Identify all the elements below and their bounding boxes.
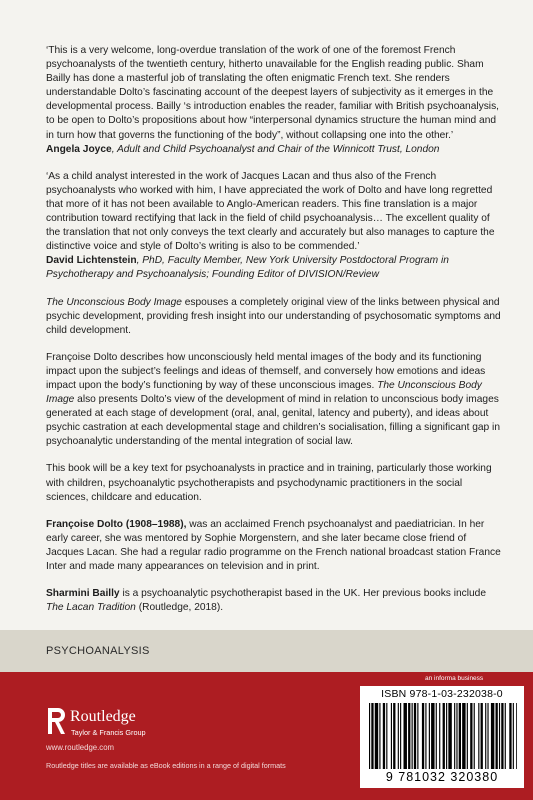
barcode-bar — [408, 703, 410, 769]
barcode-bar — [400, 703, 401, 769]
publisher-footer — [0, 672, 533, 800]
barcode-bar — [425, 703, 426, 769]
quote-author: Angela Joyce — [46, 143, 112, 155]
barcode-bar — [516, 703, 517, 769]
book-title: The Unconscious Body Image — [46, 379, 482, 406]
translator-bio — [46, 587, 506, 615]
barcode-bar — [509, 703, 511, 769]
barcode-bar — [398, 703, 399, 769]
barcode-bar — [391, 703, 392, 769]
barcode-bar — [478, 703, 479, 769]
barcode-bar — [431, 703, 434, 769]
barcode-bar — [481, 703, 483, 769]
translator-name: Sharmini Bailly — [46, 588, 120, 600]
publisher-website[interactable]: www.routledge.com — [46, 743, 115, 752]
barcode-bar — [467, 703, 468, 769]
previous-book-title: The Lacan Tradition — [46, 602, 136, 614]
barcode-bar — [513, 703, 514, 769]
description-paragraph-2 — [46, 351, 506, 450]
bio-text: is a psychoanalytic psychotherapist based in the UK. Her previous books include — [119, 588, 486, 600]
description-text: Françoise Dolto describes how unconsciously held mental images of the body and its functioning impact upon the subject’s feelings and ideas of themself, and conversely how emotions and ideas impact upon the body’s functioning by way of these unconscious images. — [46, 351, 486, 391]
subject-band — [0, 630, 533, 672]
barcode-bar — [456, 703, 457, 769]
barcode-bars — [369, 703, 517, 769]
review-quote-2 — [46, 170, 506, 283]
quote-text: ‘As a child analyst interested in the work of Jacques Lacan and thus also of the French psychoanalysts who worked with him, I have appreciated the work of Dolto and have long regretted that more of it has not been available to Anglo-American readers. This fine translation is a major contribution toward rectifying that lack in the field of child psychoanalysis… The excellent quality of the translation that not only conveys the text clearly and accurately but also manages to capture the distinctive voice and style of Dolto’s writing is also to be commended.’ — [46, 170, 495, 253]
barcode-bar — [446, 703, 447, 769]
barcode-bar — [412, 703, 413, 769]
description-paragraph-1 — [46, 296, 506, 338]
quote-author: David Lichtenstein — [46, 255, 137, 267]
isbn-label: ISBN 978-1-03-232038-0 — [381, 688, 503, 700]
barcode-bar — [386, 703, 387, 769]
barcode-bar — [459, 703, 461, 769]
barcode-bar — [417, 703, 418, 769]
routledge-r-icon — [46, 706, 66, 736]
publisher-group: Taylor & Francis Group — [71, 728, 146, 737]
author-name: Françoise Dolto (1908–1988), — [46, 518, 187, 530]
barcode-bar — [499, 703, 500, 769]
informa-tagline: an informa business — [425, 675, 484, 682]
barcode-bar — [375, 703, 378, 769]
bio-text: (Routledge, 2018). — [135, 602, 224, 614]
barcode-bar — [404, 703, 407, 769]
isbn-barcode — [360, 686, 524, 788]
barcode-bar — [436, 703, 437, 769]
barcode-bar — [462, 703, 465, 769]
barcode-bar — [379, 703, 380, 769]
barcode-bar — [383, 703, 385, 769]
barcode-bar — [491, 703, 494, 769]
author-bio — [46, 518, 506, 574]
description-text: also presents Dolto’s view of the development of mind in relation to unconscious body images generated at each stage of development (oral, anal, genital, latency and puberty), and ideas about psychic castration at each developmental stage and children’s socialisation, filling a significant gap in psychoanalytic understanding of the mental integration of social law. — [46, 394, 500, 448]
barcode-bar — [487, 703, 488, 769]
barcode-bar — [474, 703, 475, 769]
barcode-bar — [448, 703, 451, 769]
description-paragraph-3: This book will be a key text for psychoanalysts in practice and in training, particularly those working with children, psychoanalytic psychotherapists and psychodynamic practitioners in the social sciences, childcare and education. — [46, 463, 492, 503]
barcode-bar — [470, 703, 472, 769]
description-text: espouses a completely original view of the links between physical and psychic development, providing fresh insight into our understanding of psychosomatic symptoms and child development. — [46, 296, 501, 336]
barcode-bar — [443, 703, 445, 769]
barcode-bar — [501, 703, 503, 769]
barcode-bar — [371, 703, 373, 769]
barcode-bar — [393, 703, 395, 769]
book-title: The Unconscious Body Image — [46, 296, 182, 308]
barcode-bar — [414, 703, 416, 769]
barcode-bar — [454, 703, 455, 769]
publisher-name: Routledge — [70, 708, 136, 725]
barcode-bar — [496, 703, 498, 769]
quote-author-role: , Adult and Child Psychoanalyst and Chair of the Winnicott Trust, London — [111, 143, 440, 155]
bio-text: was an acclaimed French psychoanalyst and paediatrician. In her early career, she was mentored by Sophie Morgenstern, and she later became close friend of Jacques Lacan. She had a regular radio programme on the French national broadcast station France Inter and made many appearances on television and in print. — [46, 518, 501, 572]
barcode-bar — [369, 703, 370, 769]
ebook-availability-note: Routledge titles are available as eBook editions in a range of digital formats — [46, 761, 286, 770]
routledge-logo — [46, 706, 206, 746]
barcode-digits: 9 781032 320380 — [385, 770, 499, 784]
barcode-bar — [505, 703, 506, 769]
quote-text: ‘This is a very welcome, long-overdue translation of the work of one of the foremost French psychoanalysts of the twentieth century, hitherto unavailable for the English reading public. Sham Bailly has done a masterful job of translating the often enigmatic French text. She renders understandable Dolto’s fascinating account of the deepest layers of subjectivity as it emerges in the developmental process. Bailly ‘s introduction enables the reader, familiar with British psychoanalysis, to be open to Dolto’s propositions about how “interpersonal dynamics structure the human mind and in turn how that governs the functioning of the body”, without collapsing one into the other.’ — [46, 45, 499, 141]
quote-attribution — [46, 143, 506, 157]
barcode-bar — [485, 703, 486, 769]
barcode-bar — [429, 703, 430, 769]
review-quote-1 — [46, 44, 506, 157]
quote-attribution — [46, 254, 506, 282]
barcode-bar — [439, 703, 440, 769]
back-cover-text — [46, 44, 506, 628]
quote-author-role: , PhD, Faculty Member, New York University Postdoctoral Program in Psychotherapy and Psychoanalysis; Founding Editor of DIVISION/Review — [46, 255, 449, 281]
barcode-bar — [422, 703, 424, 769]
subject-category: PSYCHOANALYSIS — [46, 645, 150, 657]
